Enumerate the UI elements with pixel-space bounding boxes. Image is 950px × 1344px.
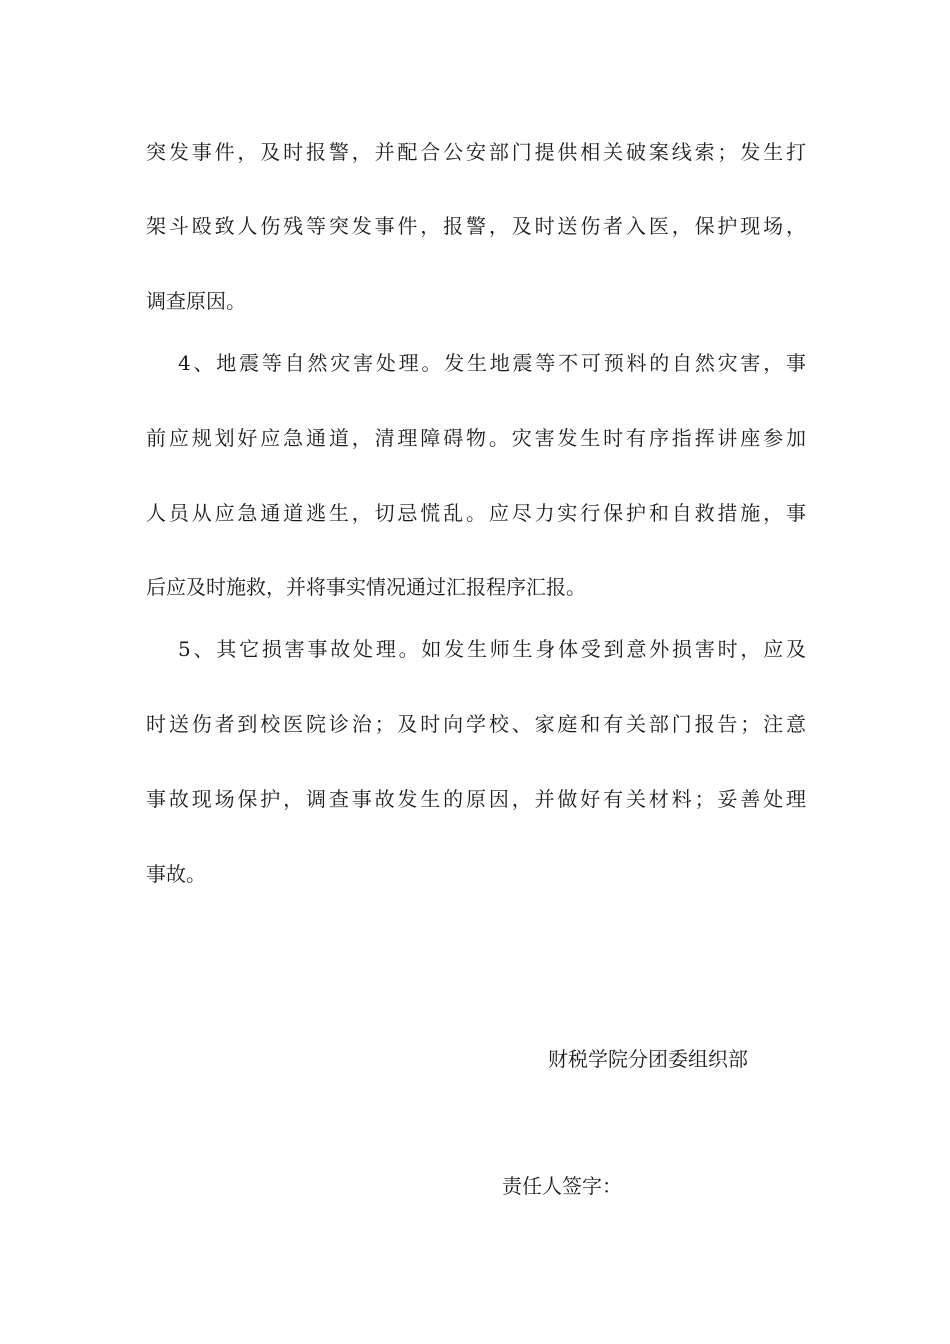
paragraph-line: 后应及时施救，并将事实情况通过汇报程序汇报。: [146, 575, 586, 599]
paragraph-line: 5、其它损害事故处理。如发生师生身体受到意外损害时，应及: [178, 637, 806, 661]
paragraph-line: 突发事件，及时报警，并配合公安部门提供相关破案线索；发生打: [146, 140, 806, 164]
paragraph-line: 调查原因。: [146, 289, 246, 313]
paragraph-line: 时送伤者到校医院诊治；及时向学校、家庭和有关部门报告；注意: [146, 712, 806, 736]
signature-label: 责任人签字：: [502, 1174, 622, 1198]
paragraph-line: 人员从应急通道逃生，切忌慌乱。应尽力实行保护和自救措施，事: [146, 501, 806, 525]
paragraph-line: 事故现场保护，调查事故发生的原因，并做好有关材料；妥善处理: [146, 787, 806, 811]
paragraph-line: 事故。: [146, 862, 206, 886]
paragraph-line: 前应规划好应急通道，清理障碍物。灾害发生时有序指挥讲座参加: [146, 426, 806, 450]
organization-name: 财税学院分团委组织部: [548, 1047, 748, 1071]
paragraph-line: 4、地震等自然灾害处理。发生地震等不可预料的自然灾害，事: [178, 351, 806, 375]
paragraph-line: 架斗殴致人伤残等突发事件，报警，及时送伤者入医，保护现场，: [146, 214, 806, 238]
